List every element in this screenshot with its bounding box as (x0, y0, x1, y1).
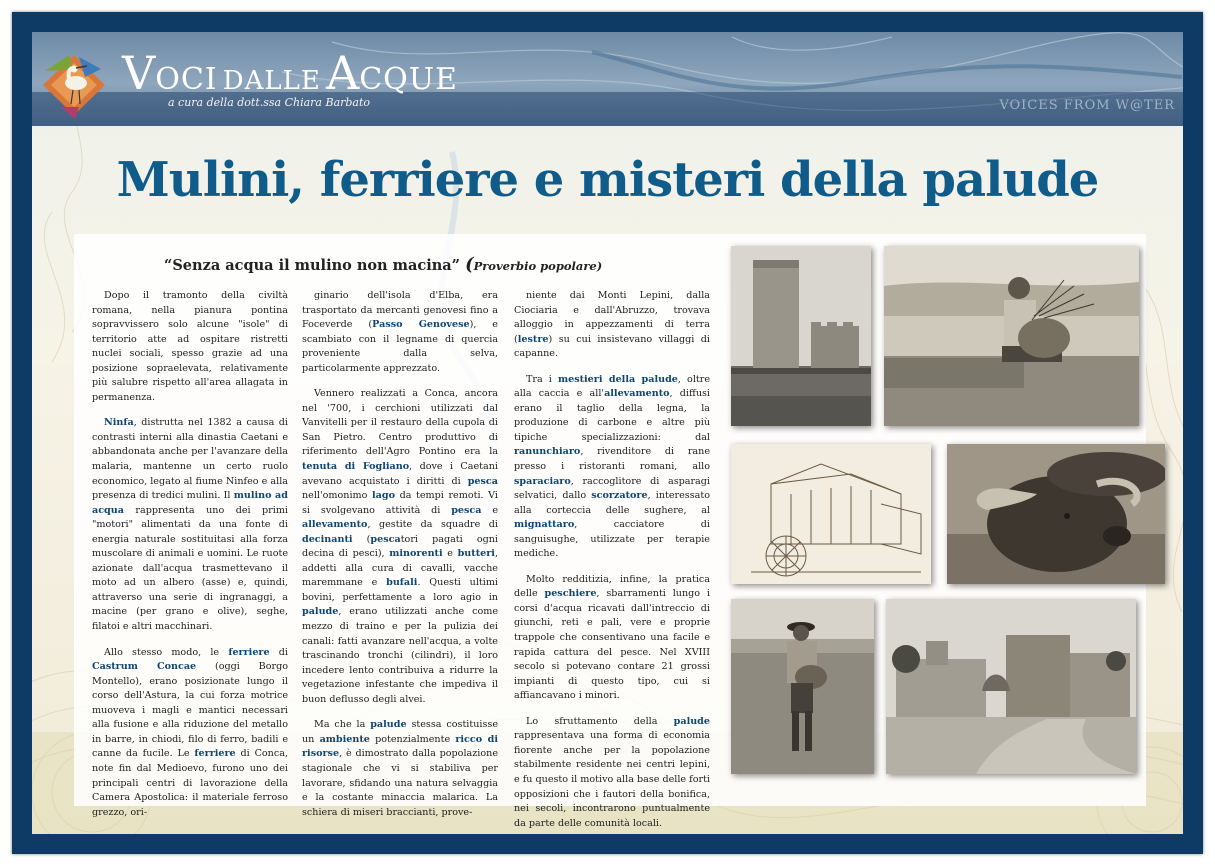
article-paragraph: ginario dell'isola d'Elba, era trasportato da mercanti genovesi fino a Foceverde (Passo Genovese), e scambiato con il legname di quercia proveniente dalla selva, particolarmente apprezzato. (302, 290, 498, 374)
photo-water-buffalo (947, 444, 1165, 584)
article-paragraph: Ninfa, distrutta nel 1382 a causa di contrasti interni alla dinastia Caetani e abbandonata anche per l'avanzare della malaria, mantenne un certo ruolo economico, legato al fiume Ninfeo e alla presenza di tredici mulini. Il mulino ad acqua rappresenta uno dei primi "motori" alimentati da una fonte di energia naturale sostituitasi alla forza muscolare di animali e uomini. Le ruote azionate dall'acqua trasmettevano il moto ad un albero (asse) e, quindi, attraverso una serie di ingranaggi, a macine (per grano e olive), seghe, filatoi e altri macchinari. (92, 417, 288, 633)
photo-tower (731, 246, 871, 426)
article-columns (92, 289, 732, 829)
brand-word-dalle: DALLE (222, 66, 321, 96)
brand-initial-v: V (122, 46, 156, 100)
brand-word-cque: CQUE (359, 62, 458, 97)
article-paragraph: Molto redditizia, infine, la pratica delle peschiere, sbarramenti lungo i corsi d'acqua ricavati dall'intreccio di giunchi, reti e pali, vere e proprie trappole che consentivano una facile e rapida cattura del pesce. Nel XVIII secolo si potevano contare 21 grossi impianti di questo tipo, cui si affiancavano i minori. (514, 573, 710, 702)
brand-tagline: VOICES FROM W@TER (999, 98, 1175, 113)
brand-subtitle: a cura della dott.ssa Chiara Barbato (168, 96, 371, 109)
brand-word-oci: OCI (155, 62, 218, 97)
brand-title (122, 46, 458, 100)
quote-source-paren: ( (465, 254, 474, 275)
article-paragraph: Lo sfruttamento della palude rappresentava una forma di economia fiorente anche per la popolazione stabilmente residente nei centri lepini, e fu questo il motivo alla base delle forti opposizioni che i fautori della bonifica, nei secoli, incontrarono puntualmente da parte delle comunità locali. (514, 715, 710, 829)
article-column-2 (302, 289, 498, 831)
photo-village (886, 599, 1136, 774)
brand-initial-a: A (325, 46, 360, 100)
photo-mill-drawing (731, 444, 931, 584)
article-column-1 (92, 289, 288, 831)
article-paragraph: niente dai Monti Lepini, dalla Ciociaria e dall'Abruzzo, trovava alloggio in appezzamenti di terra (lestre) su cui insistevano villaggi di capanne. (514, 290, 710, 360)
article-column-3 (514, 289, 710, 834)
article-paragraph: Vennero realizzati a Conca, ancora nel '700, i cerchioni utilizzati dal Vanvitelli per il restauro della cupola di San Pietro. Centro produttivo di riferimento dell'Agro Pontino era la tenuta di Fogliano, dove i Caetani avevano acquistato i diritti di pesca nell'omonimo lago da tempi remoti. Vi si svolgevano attività di pesca e allevamento, gestite da squadre di decinanti (pescatori pagati ogni decina di pesci), minorenti e butteri, addetti alla cura di cavalli, vacche maremmane e bufali. Questi ultimi bovini, perfettamente a loro agio in palude, erano utilizzati anche come mezzo di traino e per la pulizia dei canali: fatti avanzare nell'acqua, a volte trascinando tronchi (cilindri), il loro incedere lento contribuiva a ridurre la vegetazione infestante che impediva il buon deflusso degli alvei. (302, 388, 499, 705)
header-banner (32, 32, 1183, 126)
article-paragraph: Ma che la palude stessa costituisse un ambiente potenzialmente ricco di risorse, è dimostrato dalla popolazione stagionale che vi si stabiliva per lavorare, sfidando una natura selvaggia e la costante minaccia malarica. La schiera di miseri braccianti, prove- (302, 719, 498, 818)
quote-text: “Senza acqua il mulino non macina” (164, 257, 460, 274)
quote-source: Proverbio popolare) (473, 259, 603, 273)
article-paragraph: Tra i mestieri della palude, oltre alla caccia e all'allevamento, diffusi erano il taglio della legna, la produzione di carbone e altre più tipiche specializzazioni: dal ranunchiaro, rivenditore di rane presso i ristoranti romani, allo sparaciaro, raccoglitore di asparagi selvatici, dallo scorzatore, interessato alla corteccia delle sughere, al mignattaro, cacciatore di sanguisughe, utilizzate per terapie mediche. (514, 373, 711, 560)
page-title: Mulini, ferriere e misteri della palude (116, 152, 1099, 208)
heron-logo-icon (39, 49, 109, 121)
photo-marsh-worker (731, 599, 874, 774)
poster-panel (32, 32, 1183, 834)
proverb-quote (164, 254, 684, 275)
photo-basket-weaver (884, 246, 1139, 426)
article-paragraph: Dopo il tramonto della civiltà romana, nella pianura pontina sopravvissero solo alcune "isole" di territorio atte ad ospitare ristretti nuclei sociali, spesso grazie ad una posizione sopraelevata, relativamente più salubre rispetto all'area allagata in permanenza. (92, 290, 288, 403)
content-box (74, 234, 1146, 829)
poster-frame (12, 12, 1203, 854)
article-paragraph: Allo stesso modo, le ferriere di Castrum Concae (oggi Borgo Montello), erano posizionate lungo il corso dell'Astura, la cui forza motrice muoveva i magli e mantici necessari alla fusione e alla riduzione del metallo in barre, in chiodi, filo di ferro, badili e canne da fucile. Le ferriere di Conca, note fin dal Medioevo, furono uno dei principali centri di lavorazione della Camera Apostolica: il materiale ferroso grezzo, ori- (92, 646, 289, 818)
